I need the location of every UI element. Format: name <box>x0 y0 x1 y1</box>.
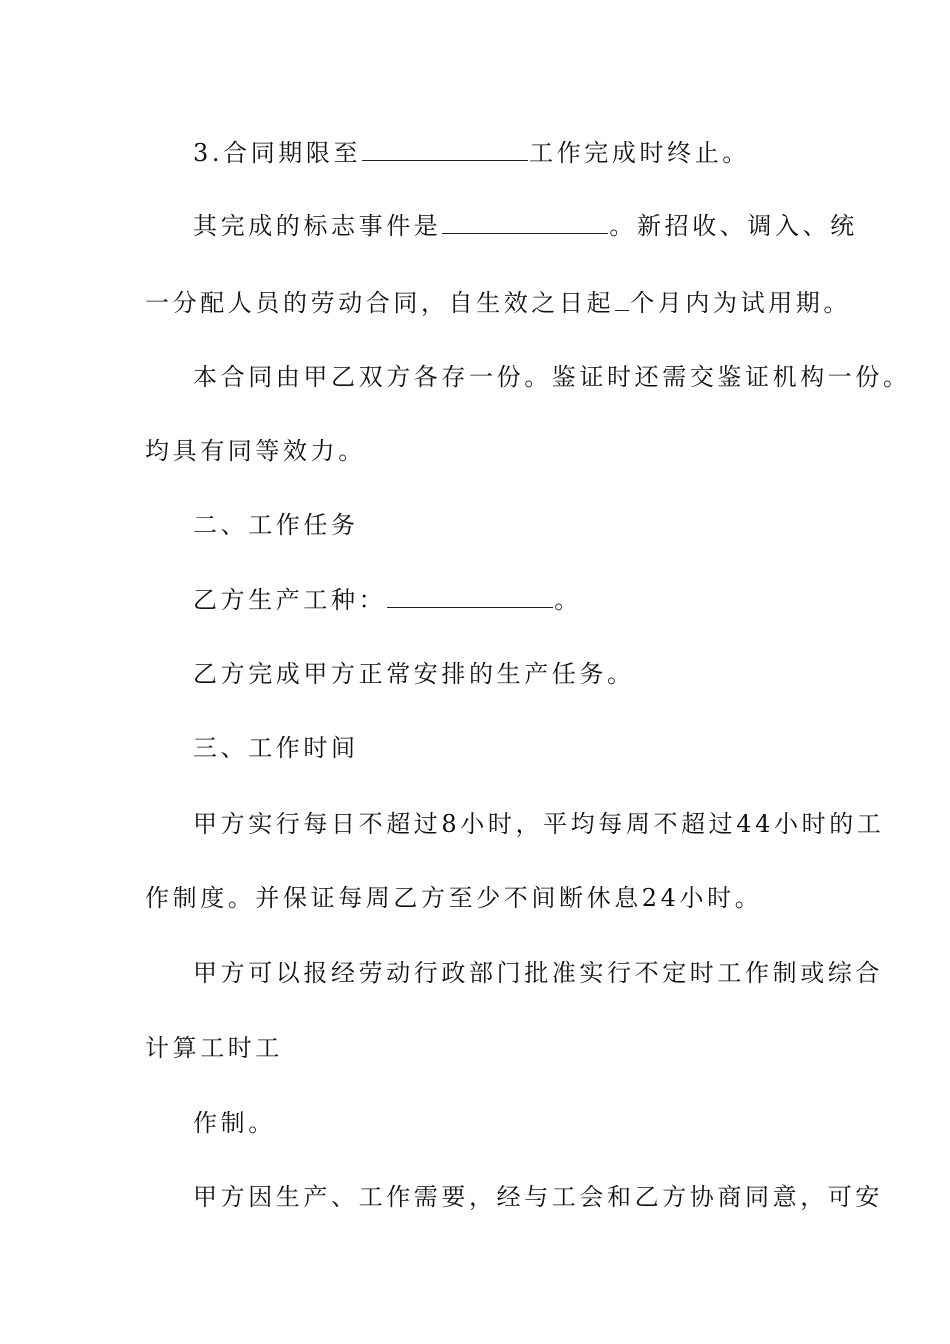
fill-in-blank <box>362 138 528 161</box>
line-text: 。新招收、调入、统 <box>609 212 858 240</box>
line-text: 3.合同期限至 <box>193 139 362 167</box>
line-text: 一分配人员的劳动合同，自生效之日起 <box>145 289 615 317</box>
line-text: 其完成的标志事件是 <box>193 212 442 240</box>
line-text: 。 <box>554 586 582 614</box>
paragraph-line: 作制度。并保证每周乙方至少不间断休息24小时。 <box>145 884 763 912</box>
fill-in-blank <box>615 288 629 311</box>
paragraph-line: 均具有同等效力。 <box>145 437 366 465</box>
line-text: 乙方生产工种： <box>193 586 387 614</box>
paragraph-line: 甲方实行每日不超过8小时，平均每周不超过44小时的工 <box>193 810 885 838</box>
section-heading: 三、工作时间 <box>193 734 359 762</box>
paragraph-line <box>193 584 873 616</box>
paragraph-line: 计算工时工 <box>145 1034 283 1062</box>
paragraph-line: 本合同由甲乙双方各存一份。鉴证时还需交鉴证机构一份。 <box>193 363 911 391</box>
paragraph-line: 乙方完成甲方正常安排的生产任务。 <box>193 660 635 688</box>
paragraph-line: 作制。 <box>193 1109 276 1137</box>
paragraph-line <box>193 210 873 242</box>
section-heading: 二、工作任务 <box>193 511 359 539</box>
line-text: 工作完成时终止。 <box>529 139 750 167</box>
paragraph-line: 甲方可以报经劳动行政部门批准实行不定时工作制或综合 <box>193 959 883 987</box>
paragraph-line <box>193 137 873 169</box>
fill-in-blank <box>387 585 553 608</box>
paragraph-line: 甲方因生产、工作需要，经与工会和乙方协商同意，可安 <box>193 1183 883 1211</box>
fill-in-blank <box>442 211 608 234</box>
line-text: 个月内为试用期。 <box>630 289 852 317</box>
paragraph-line <box>145 287 852 319</box>
